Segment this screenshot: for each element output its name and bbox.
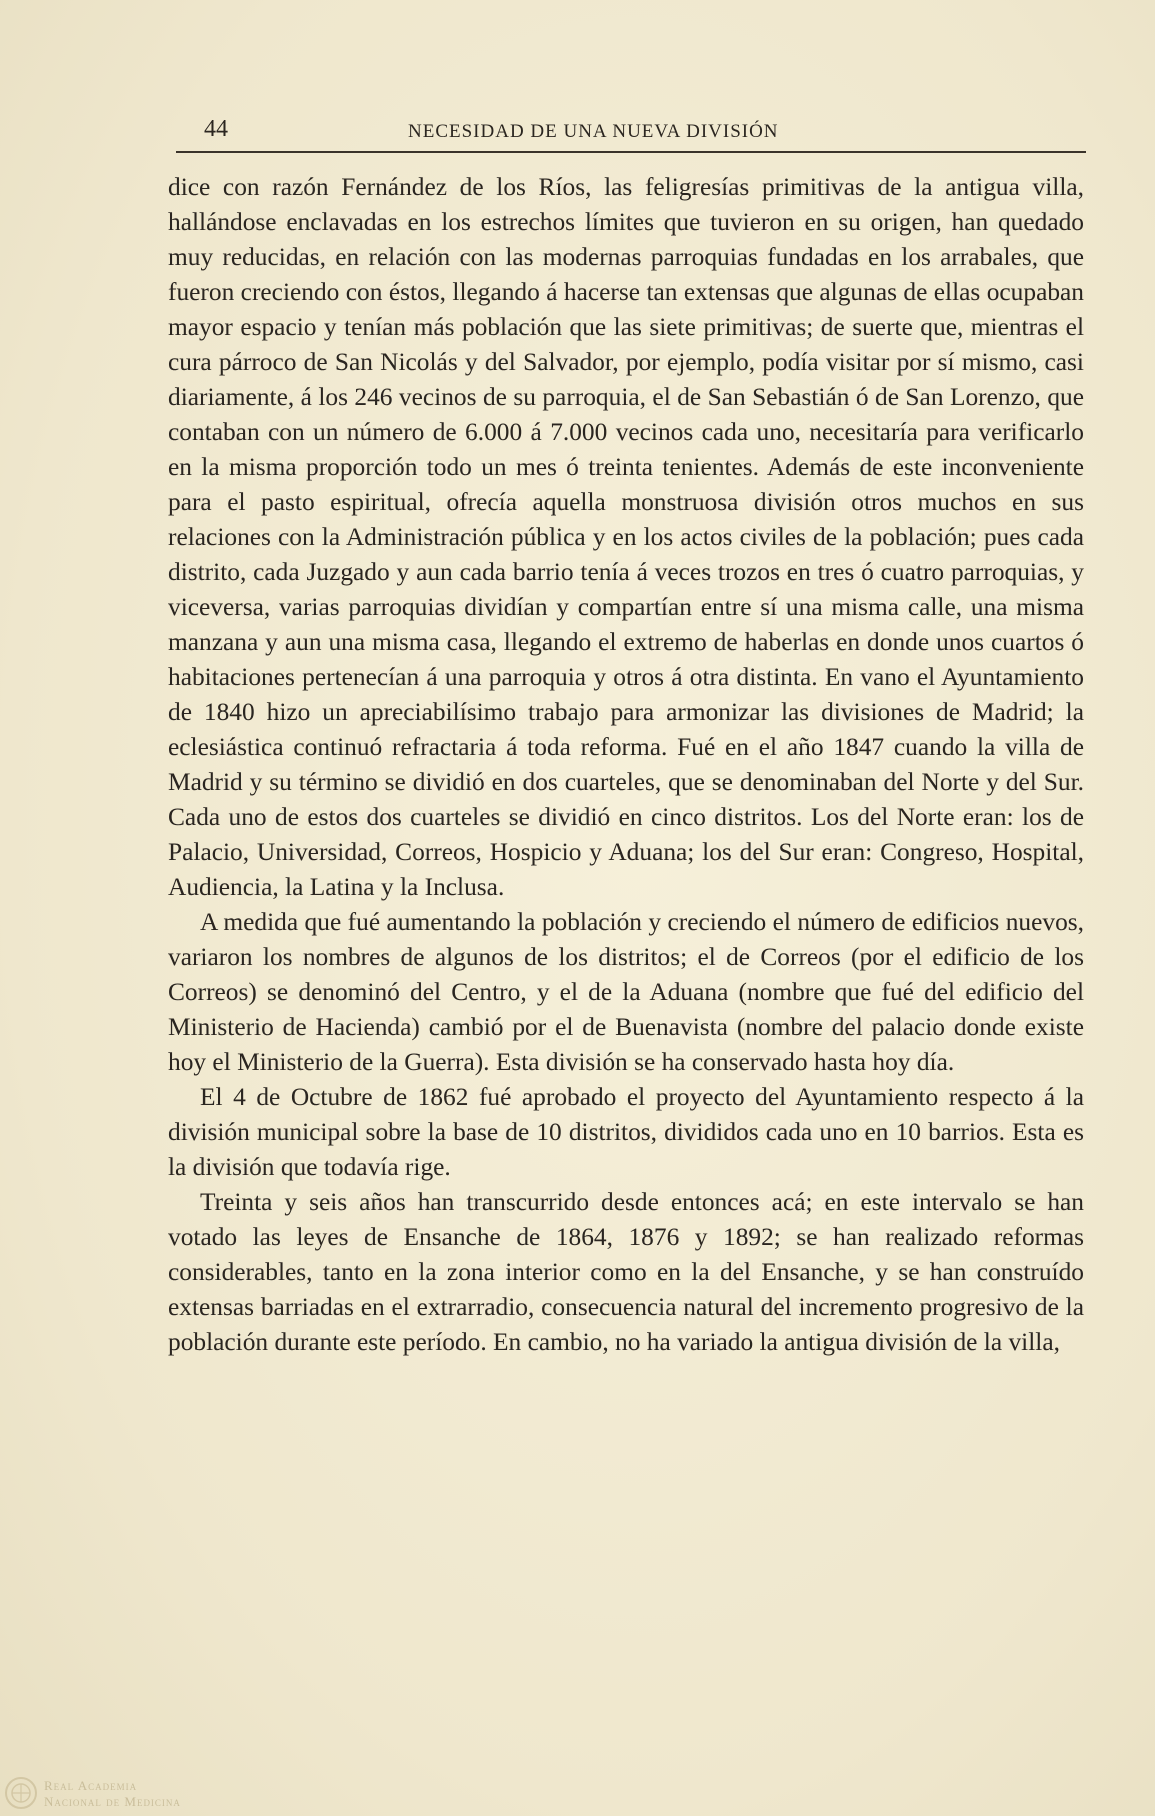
- library-watermark: [4, 1776, 224, 1814]
- page-header: [168, 112, 1088, 152]
- seal-icon: [4, 1776, 38, 1810]
- page-number: 44: [204, 116, 228, 142]
- body-text: [168, 170, 1084, 1360]
- header-rule: [176, 151, 1086, 153]
- running-title: NECESIDAD DE UNA NUEVA DIVISIÓN: [408, 121, 779, 142]
- paragraph-4: Treinta y seis años han transcurrido desde entonces acá; en este intervalo se han votado las leyes de Ensanche de 1864, 1876 y 1892; se han realizado reformas considerables, tanto en la zona interior como en la del Ensanche, y se han construído extensas barriadas en el extrarradio, consecuencia natural del incremento progresivo de la población durante este período. En cambio, no ha variado la antigua división de la villa,: [168, 1188, 1084, 1356]
- paragraph-3: El 4 de Octubre de 1862 fué aprobado el proyecto del Ayuntamiento respecto á la división municipal sobre la base de 10 distritos, divididos cada uno en 10 barrios. Esta es la división que todavía rige.: [168, 1083, 1084, 1181]
- paragraph-1: dice con razón Fernández de los Ríos, las feligresías primitivas de la antigua villa, hallándose enclavadas en los estrechos límites que tuvieron en su origen, han quedado muy reducidas, en relación con las modernas parroquias fundadas en los arrabales, que fueron creciendo con éstos, llegando á hacerse tan extensas que algunas de ellas ocupaban mayor espacio y tenían más población que las siete primitivas; de suerte que, mientras el cura párroco de San Nicolás y del Salvador, por ejemplo, podía visitar por sí mismo, casi diariamente, á los 246 vecinos de su parroquia, el de San Sebastián ó de San Lorenzo, que contaban con un número de 6.000 á 7.000 vecinos cada uno, necesitaría para verificarlo en la misma proporción todo un mes ó treinta tenientes. Además de este inconveniente para el pasto espiritual, ofrecía aquella monstruosa división otros muchos en sus relaciones con la Administración pública y en los actos civiles de la población; pues cada distrito, cada Juzgado y aun cada barrio tenía á veces trozos en tres ó cuatro parroquias, y viceversa, varias parroquias dividían y compartían entre sí una misma calle, una misma manzana y aun una misma casa, llegando el extremo de haberlas en donde unos cuartos ó habitaciones pertenecían á una parroquia y otros á otra distinta. En vano el Ayuntamiento de 1840 hizo un apreciabilísimo trabajo para armonizar las divisiones de Madrid; la eclesiástica continuó refractaria á toda reforma. Fué en el año 1847 cuando la villa de Madrid y su término se dividió en dos cuarteles, que se denominaban del Norte y del Sur. Cada uno de estos dos cuarteles se dividió en cinco distritos. Los del Norte eran: los de Palacio, Universidad, Correos, Hospicio y Aduana; los del Sur eran: Congreso, Hospital, Audiencia, la Latina y la Inclusa.: [168, 173, 1084, 901]
- watermark-line-2: Nacional de Medicina: [44, 1794, 181, 1809]
- watermark-text: [44, 1778, 181, 1810]
- paragraph-2: A medida que fué aumentando la población y creciendo el número de edificios nuevos, variaron los nombres de algunos de los distritos; el de Correos (por el edificio de los Correos) se denominó del Centro, y el de la Aduana (nombre que fué del edificio del Ministerio de Hacienda) cambió por el de Buenavista (nombre del palacio donde existe hoy el Ministerio de la Guerra). Esta división se ha conservado hasta hoy día.: [168, 908, 1084, 1076]
- watermark-line-1: Real Academia: [44, 1778, 138, 1793]
